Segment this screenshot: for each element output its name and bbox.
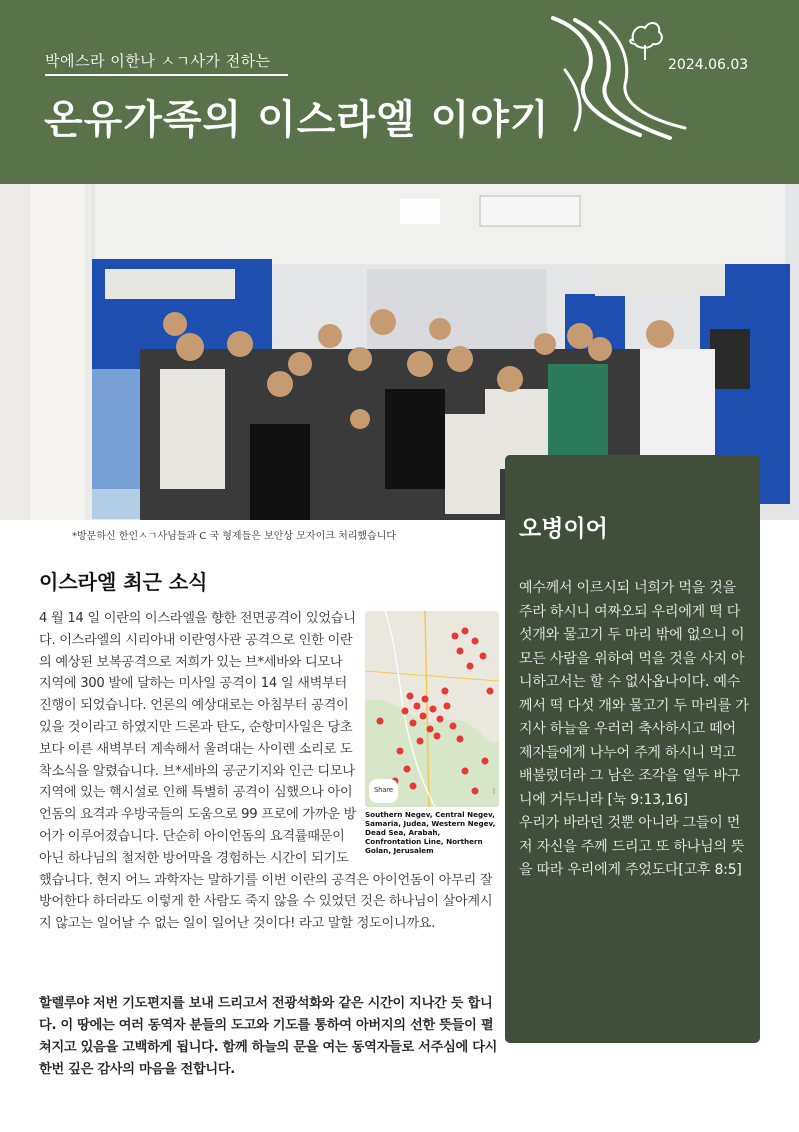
sidebar-scripture-text: 예수께서 이르시되 너희가 먹을 것을 주라 하시니 여짜오되 우리에게 떡 다섯개와 물고기 두 마리 밖에 없으니 이 모든 사람을 위하여 먹을 것을 사지 아니하고서는 할 수 없사옵나이다. 예수께서 떡 다섯 개와 물고기 두 마리를 가지사 하늘을 우러러 축사하시고 떼어 제자들에게 나누어 주게 하시니 먹고 배불렀더라 그 남은 조각을 열두 바구니에 거두니라 [눅 9:13,16] 우리가 바라던 것뿐 아니라 그들이 먼저 자신을 주께 드리고 또 하나님의 뜻을 따라 우리에게 주었도다[고후 8:5] xyxy=(519,580,749,878)
photo-caption: *방문하신 한인ㅅㄱ사님들과 C 국 형제들은 보안상 모자이크 처리했습니다 xyxy=(72,531,397,542)
map-caption: Southern Negev, Central Negev, Samaria, Judea, Western Negev, Dead Sea, Arabah, Confrontation Line, Northern Golan, Jerusalem xyxy=(365,810,496,855)
missile-map-image xyxy=(365,611,499,807)
tree-road-logo-icon xyxy=(545,10,695,160)
scripture-sidebar xyxy=(505,455,760,1043)
header-subtitle: 박에스라 이한나 ㅅㄱ사가 전하는 xyxy=(45,52,271,70)
news-section-title: 이스라엘 최근 소식 xyxy=(39,570,208,594)
map-more-icon[interactable]: ⁝ xyxy=(492,787,495,797)
sidebar-title: 오병이어 xyxy=(519,516,608,542)
newsletter-title: 온유가족의 이스라엘 이야기 xyxy=(44,97,550,143)
subtitle-underline xyxy=(45,74,288,76)
header-banner xyxy=(0,0,799,184)
news-article xyxy=(39,608,499,935)
news-body-text: 4 월 14 일 이란의 이스라엘을 향한 전면공격이 있었습니다. 이스라엘의 시리아내 이란영사관 공격으로 인한 이란의 예상된 보복공격으로 저희가 있는 브*세바와 디모나 지역에 300 발에 달하는 미사일 공격이 14 일 새벽부터 진행이 되었습니다. 언론의 예상대로는 아침부터 공격이 있을 것이라고 하였지만 드론과 탄도, 순항미사일은 당초보다 이른 새벽부터 계속해서 울려대는 사이렌 소리로 도착소식을 알렸습니다. 브*세바의 공군기지와 인근 디모나 지역에 있는 핵시설로 인해 특별히 공격이 심했으나 아이언돔의 요격과 우방국들의 도움으로 99 프로에 가까운 방어가 이루어졌습니다. 단순히 아이언돔의 요격률때문이 아닌 하나님의 철저한 방어막을 경험하는 시간이 되기도 했습니다. 현지 어느 과학자는 말하기를 이번 이란의 공격은 아이언돔이 아무리 잘 방어한다 하더라도 이렇게 한 사람도 죽지 않을 수 있었던 것은 하나님이 살아계시지 않고는 일어날 수 없는 일이 일어난 것이다! 라고 말할 정도이니까요. xyxy=(39,611,493,932)
newsletter-date: 2024.06.03 xyxy=(668,57,749,73)
closing-paragraph: 할렐루야 저번 기도편지를 보내 드리고서 전광석화와 같은 시간이 지나간 듯 합니다. 이 땅에는 여러 동역자 분들의 도고와 기도를 통하여 아버지의 선한 뜻들이 펼쳐지고 있음을 고백하게 됩니다. 함께 하늘의 문을 여는 동역자들로 서주심에 다시한번 깊은 감사의 마음을 전합니다. xyxy=(39,996,498,1077)
missile-map-figure xyxy=(365,611,499,861)
map-share-button[interactable]: Share xyxy=(369,779,398,803)
